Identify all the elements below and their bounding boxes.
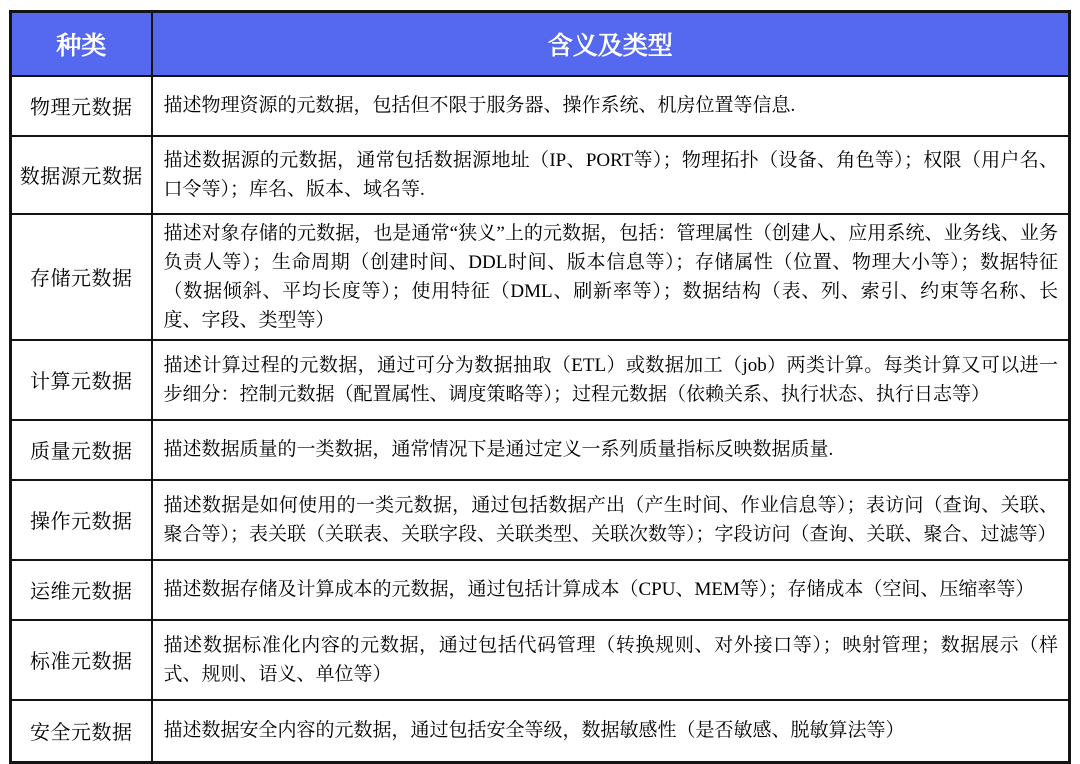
row-category-cell: 计算元数据 <box>11 340 152 420</box>
row-category-cell: 安全元数据 <box>11 700 152 763</box>
row-description-cell: 描述数据质量的一类数据，通常情况下是通过定义一系列质量指标反映数据质量. <box>152 420 1070 480</box>
header-row <box>11 12 1070 76</box>
row-category-cell: 操作元数据 <box>11 480 152 560</box>
table-row <box>11 560 1070 620</box>
table-row <box>11 340 1070 420</box>
table-row <box>11 420 1070 480</box>
table-row <box>11 136 1070 214</box>
row-description-cell: 描述数据标准化内容的元数据，通过包括代码管理（转换规则、对外接口等）；映射管理；数据展示（样式、规则、语义、单位等） <box>152 620 1070 700</box>
table-body <box>11 76 1070 763</box>
table-row <box>11 700 1070 763</box>
row-description-cell: 描述对象存储的元数据，也是通常“狭义”上的元数据，包括：管理属性（创建人、应用系统、业务线、业务负责人等）；生命周期（创建时间、DDL时间、版本信息等）；存储属性（位置、物理大小等）；数据特征（数据倾斜、平均长度等）；使用特征（DML、刷新率等）；数据结构（表、列、索引、约束等名称、长度、字段、类型等） <box>152 214 1070 340</box>
row-category-cell: 标准元数据 <box>11 620 152 700</box>
row-description-cell: 描述物理资源的元数据，包括但不限于服务器、操作系统、机房位置等信息. <box>152 76 1070 136</box>
row-category-cell: 物理元数据 <box>11 76 152 136</box>
table-row <box>11 214 1070 340</box>
metadata-types-table <box>9 10 1071 764</box>
row-description-cell: 描述计算过程的元数据，通过可分为数据抽取（ETL）或数据加工（job）两类计算。每类计算又可以进一步细分：控制元数据（配置属性、调度策略等）；过程元数据（依赖关系、执行状态、执行日志等） <box>152 340 1070 420</box>
table-row <box>11 76 1070 136</box>
row-category-cell: 运维元数据 <box>11 560 152 620</box>
row-category-cell: 存储元数据 <box>11 214 152 340</box>
row-description-cell: 描述数据安全内容的元数据，通过包括安全等级，数据敏感性（是否敏感、脱敏算法等） <box>152 700 1070 763</box>
metadata-types-table-container <box>9 10 1071 764</box>
row-category-cell: 质量元数据 <box>11 420 152 480</box>
table-header <box>11 12 1070 76</box>
table-row <box>11 480 1070 560</box>
row-description-cell: 描述数据存储及计算成本的元数据，通过包括计算成本（CPU、MEM等）；存储成本（空间、压缩率等） <box>152 560 1070 620</box>
row-description-cell: 描述数据源的元数据，通常包括数据源地址（IP、PORT等）；物理拓扑（设备、角色等）；权限（用户名、口令等）；库名、版本、域名等. <box>152 136 1070 214</box>
row-category-cell: 数据源元数据 <box>11 136 152 214</box>
header-cell-category: 种类 <box>11 12 152 76</box>
header-cell-meaning: 含义及类型 <box>152 12 1070 76</box>
table-row <box>11 620 1070 700</box>
row-description-cell: 描述数据是如何使用的一类元数据，通过包括数据产出（产生时间、作业信息等）；表访问（查询、关联、聚合等）；表关联（关联表、关联字段、关联类型、关联次数等）；字段访问（查询、关联、聚合、过滤等） <box>152 480 1070 560</box>
